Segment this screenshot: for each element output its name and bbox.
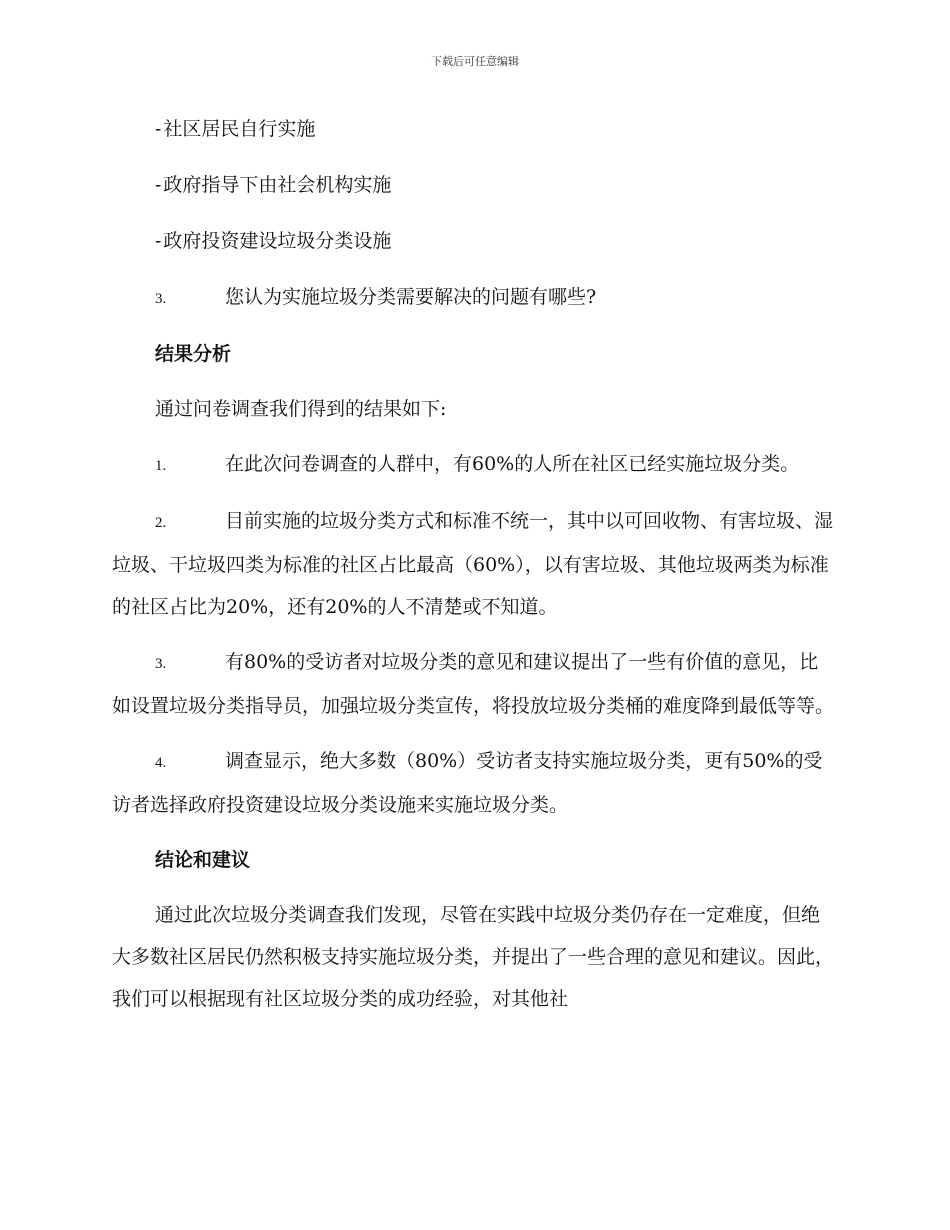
- option-item: [112, 220, 837, 263]
- question-number: 3.: [155, 291, 167, 307]
- option-item: [112, 164, 837, 207]
- option-text: 政府投资建设垃圾分类设施: [163, 230, 392, 252]
- result-number: 1.: [155, 458, 167, 474]
- result-text: 目前实施的垃圾分类方式和标准不统一，其中以可回收物、有害垃圾、湿垃圾、干垃圾四类为标准的社区占比最高（60%），以有害垃圾、其他垃圾两类为标准的社区占比为20%，还有20%的人不清楚或不知道。: [112, 510, 834, 618]
- result-item: [112, 500, 837, 628]
- conclusion-text: 通过此次垃圾分类调查我们发现，尽管在实践中垃圾分类仍存在一定难度，但绝大多数社区居民仍然积极支持实施垃圾分类，并提出了一些合理的意见和建议。因此，我们可以根据现有社区垃圾分类的成功经验，对其他社: [112, 904, 835, 1010]
- option-dash: -: [155, 119, 162, 140]
- page-header: 下载后可任意编辑: [431, 55, 519, 68]
- result-item: [112, 740, 837, 826]
- option-text: 社区居民自行实施: [163, 118, 316, 140]
- results-intro: 通过问卷调查我们得到的结果如下:: [155, 398, 447, 420]
- result-item: [112, 641, 837, 727]
- results-heading: 结果分析: [155, 343, 232, 365]
- result-item: [112, 443, 837, 487]
- result-number: 4.: [155, 755, 167, 771]
- option-item: [112, 108, 837, 151]
- conclusion-heading: 结论和建议: [155, 849, 251, 871]
- option-text: 政府指导下由社会机构实施: [163, 174, 392, 196]
- result-text: 有80%的受访者对垃圾分类的意见和建议提出了一些有价值的意见，比如设置垃圾分类指导员，加强垃圾分类宣传，将投放垃圾分类桶的难度降到最低等等。: [112, 651, 835, 717]
- result-text: 调查显示，绝大多数（80%）受访者支持实施垃圾分类，更有50%的受访者选择政府投资建设垃圾分类设施来实施垃圾分类。: [112, 750, 823, 816]
- result-text: 在此次问卷调查的人群中，有60%的人所在社区已经实施垃圾分类。: [225, 453, 800, 475]
- option-dash: -: [155, 231, 162, 252]
- question-text: 您认为实施垃圾分类需要解决的问题有哪些?: [225, 286, 597, 308]
- result-number: 2.: [155, 515, 167, 531]
- document-body: [112, 108, 837, 1033]
- question-item: [112, 276, 837, 320]
- result-number: 3.: [155, 656, 167, 672]
- option-dash: -: [155, 175, 162, 196]
